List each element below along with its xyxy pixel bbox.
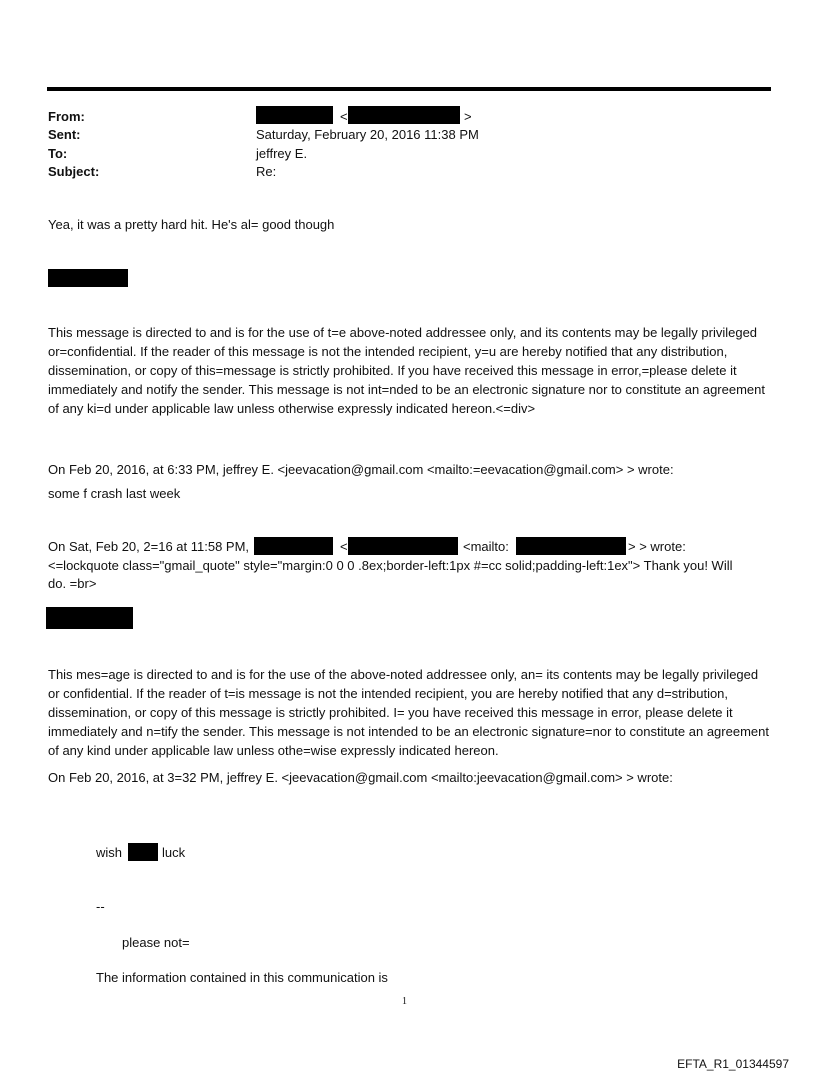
sent-value: Saturday, February 20, 2016 11:38 PM	[256, 127, 479, 142]
quote1-header: On Feb 20, 2016, at 6:33 PM, jeffrey E. <jeevacation@gmail.com <mailto:=eevacation@gmail.com> > wrote:	[48, 462, 674, 477]
redaction-sender-name	[256, 106, 333, 124]
from-lt: <	[340, 109, 348, 124]
redaction-sender-email	[348, 106, 460, 124]
quote2-cont-line1: <=lockquote class="gmail_quote" style="margin:0 0 0 .8ex;border-left:1px #=cc solid;padding-left:1ex"> Thank you! Will	[48, 558, 733, 573]
to-value: jeffrey E.	[256, 146, 308, 161]
quote3-header: On Feb 20, 2016, at 3=32 PM, jeffrey E. <jeevacation@gmail.com <mailto:jeevacation@gmail.com> > wrote:	[48, 770, 673, 785]
sent-label: Sent:	[48, 127, 81, 142]
info-line: The information contained in this communication is	[96, 970, 388, 985]
from-gt: >	[464, 109, 472, 124]
quote2-mailto: <mailto:	[463, 539, 509, 554]
quote2-end: > > wrote:	[628, 539, 686, 554]
redaction-quote2-email	[348, 537, 458, 555]
luck-word: luck	[162, 845, 186, 860]
reply-line: Yea, it was a pretty hard hit. He's al= good though	[48, 217, 335, 232]
redaction-signature-2	[46, 607, 133, 629]
redaction-name-wish	[128, 843, 158, 861]
disclaimer-1: This message is directed to and is for the use of t=e above-noted addressee only, and its contents may be legally privileged or=confidential. If the reader of this message is not the intended recipient, y=u are hereby notified that any distribution, dissemination, or copy of this=message is strictly prohibited. If you have received this message in error,=please delete it immediately and notify the sender. This message is not int=nded to be an electronic signature nor to constitute an agreement of any ki=d under applicable law unless otherwise expressly indicated hereon.<=div>	[48, 325, 765, 416]
quote1-text: some f crash last week	[48, 486, 181, 501]
wish-word: wish	[96, 845, 123, 860]
from-label: From:	[48, 109, 85, 124]
disclaimer-2: This mes=age is directed to and is for the use of the above-noted addressee only, an= its contents may be legally privileged or confidential. If the reader of t=is message is not the intended recipient, you are hereby notified that any d=stribution, dissemination, or copy of this message is strictly prohibited. I= you have received this message in error, please delete it immediately and n=tify the sender. This message is not intended to be an electronic signature=nor to constitute an agreement of any kind under applicable law unless othe=wise expressly indicated hereon.	[48, 667, 769, 758]
quote2-lt: <	[340, 539, 348, 554]
redaction-signature-1	[48, 269, 128, 287]
signature-dashes: --	[96, 899, 105, 914]
quote2-cont-line2: do. =br>	[48, 576, 97, 591]
page-number: 1	[402, 996, 407, 1007]
quote2-header-start: On Sat, Feb 20, 2=16 at 11:58 PM,	[48, 539, 250, 554]
subject-value: Re:	[256, 164, 277, 179]
to-label: To:	[48, 146, 68, 161]
redaction-quote2-name	[254, 537, 333, 555]
subject-label: Subject:	[48, 164, 100, 179]
document-id: EFTA_R1_01344597	[677, 1057, 789, 1071]
redaction-quote2-mailto	[516, 537, 626, 555]
header-rule	[47, 87, 771, 91]
please-note-line: please not=	[122, 935, 190, 950]
